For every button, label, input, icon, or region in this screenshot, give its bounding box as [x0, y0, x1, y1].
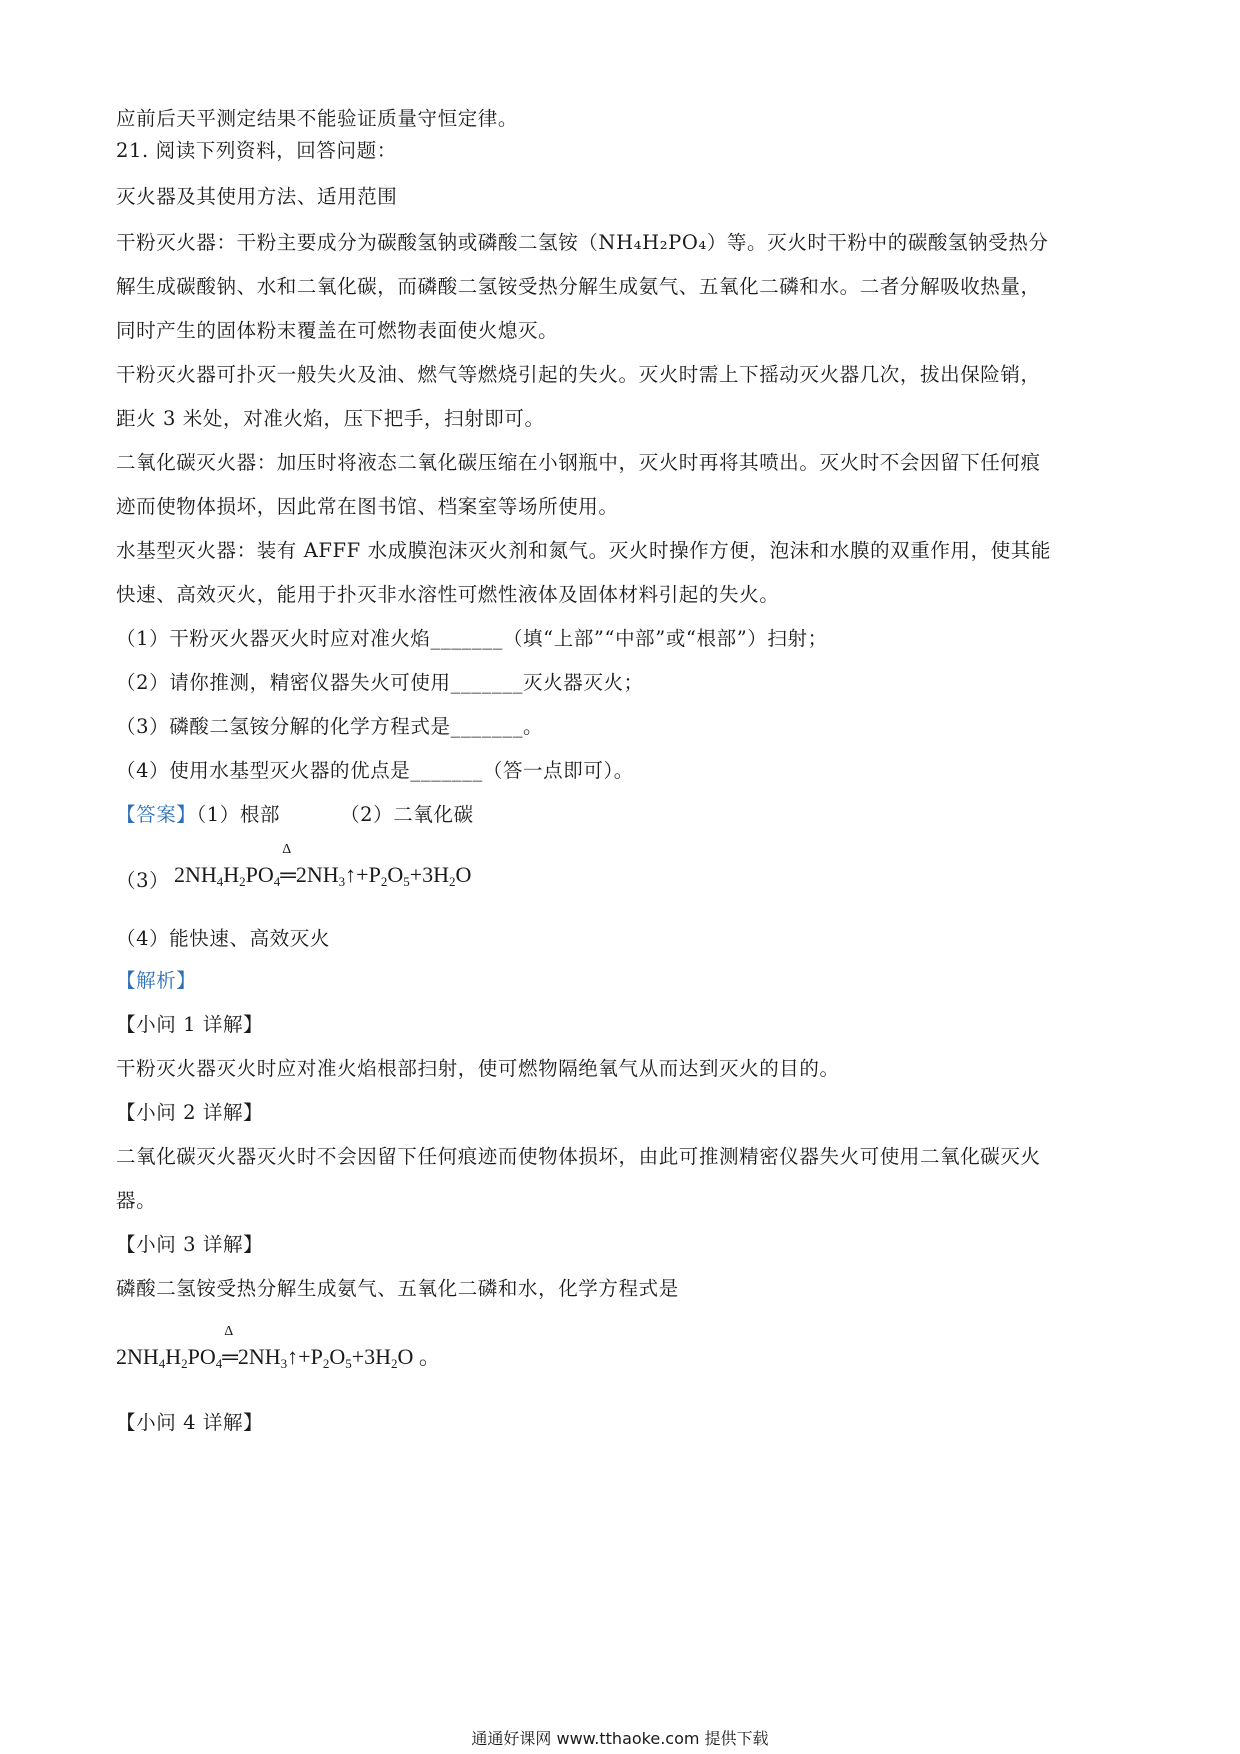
text-line: 干粉灭火器：干粉主要成分为碳酸氢钠或磷酸二氢铵（NH₄H₂PO₄）等。灭火时干粉中的碳酸氢钠受热分	[116, 231, 1049, 254]
answer-1: （1）根部	[196, 803, 281, 826]
question-1: （1）干粉灭火器灭火时应对准火焰_______（填“上部”“中部”或“根部”）扫射；	[116, 627, 828, 650]
page-footer: 通通好课网 www.tthaoke.com 提供下载	[471, 1729, 769, 1748]
section-heading: 灭火器及其使用方法、适用范围	[116, 185, 398, 208]
explanation-text: 干粉灭火器灭火时应对准火焰根部扫射，使可燃物隔绝氧气从而达到灭火的目的。	[116, 1057, 840, 1080]
explanation-text: 二氧化碳灭火器灭火时不会因留下任何痕迹而使物体损坏，由此可推测精密仪器失火可使用二氧化碳灭火	[116, 1145, 1041, 1168]
text-line: 同时产生的固体粉末覆盖在可燃物表面使火熄灭。	[116, 319, 559, 342]
text-line: 二氧化碳灭火器：加压时将液态二氧化碳压缩在小钢瓶中，灭火时再将其喷出。灭火时不会因留下任何痕	[116, 451, 1041, 474]
heat-delta-symbol: Δ	[282, 842, 292, 857]
text-line: 解生成碳酸钠、水和二氧化碳，而磷酸二氢铵受热分解生成氨气、五氧化二磷和水。二者分解吸收热量，	[116, 275, 1041, 298]
question-title: 21. 阅读下列资料，回答问题：	[116, 139, 397, 162]
explanation-text: 器。	[116, 1189, 157, 1212]
answer-tag: 【答案】	[116, 803, 197, 826]
chemical-equation-answer: $2NH_4H_2PO_4$ Δ $═2NH_3↑+P_2O_5+3H_2O$	[174, 842, 472, 889]
question-2: （2）请你推测，精密仪器失火可使用_______灭火器灭火；	[116, 671, 644, 694]
text-line: 迹而使物体损坏，因此常在图书馆、档案室等场所使用。	[116, 495, 619, 518]
explanation-text: 磷酸二氢铵受热分解生成氨气、五氧化二磷和水，化学方程式是	[116, 1277, 679, 1300]
text-line: 干粉灭火器可扑灭一般失火及油、燃气等燃烧引起的失火。灭火时需上下摇动灭火器几次，拔出保险销，	[116, 363, 1041, 386]
text-line: 应前后天平测定结果不能验证质量守恒定律。	[116, 107, 519, 130]
text-line: 水基型灭火器：装有 AFFF 水成膜泡沫灭火剂和氮气。灭火时操作方便，泡沫和水膜的双重作用，使其能	[116, 539, 1051, 562]
answer-4: （4）能快速、高效灭火	[116, 927, 331, 950]
sub-question-heading: 【小问 2 详解】	[116, 1101, 264, 1124]
text-line: 快速、高效灭火，能用于扑灭非水溶性可燃性液体及固体材料引起的失火。	[116, 583, 780, 606]
answer-2: （2）二氧化碳	[340, 803, 474, 826]
question-3: （3）磷酸二氢铵分解的化学方程式是_______。	[116, 715, 544, 738]
text-line: 距火 3 米处，对准火焰，压下把手，扫射即可。	[116, 407, 545, 430]
question-4: （4）使用水基型灭火器的优点是_______（答一点即可）。	[116, 759, 634, 782]
sub-question-heading: 【小问 1 详解】	[116, 1013, 264, 1036]
chemical-equation-explanation: $2NH_4H_2PO_4$ Δ $═2NH_3↑+P_2O_5+3H_2O$ 。	[116, 1324, 441, 1371]
answer-line	[116, 800, 474, 830]
analysis-tag: 【解析】	[116, 969, 197, 992]
answer-3-label: （3）	[116, 869, 170, 892]
sub-question-heading: 【小问 3 详解】	[116, 1233, 264, 1256]
heat-delta-symbol: Δ	[224, 1324, 234, 1339]
sub-question-heading: 【小问 4 详解】	[116, 1411, 264, 1434]
